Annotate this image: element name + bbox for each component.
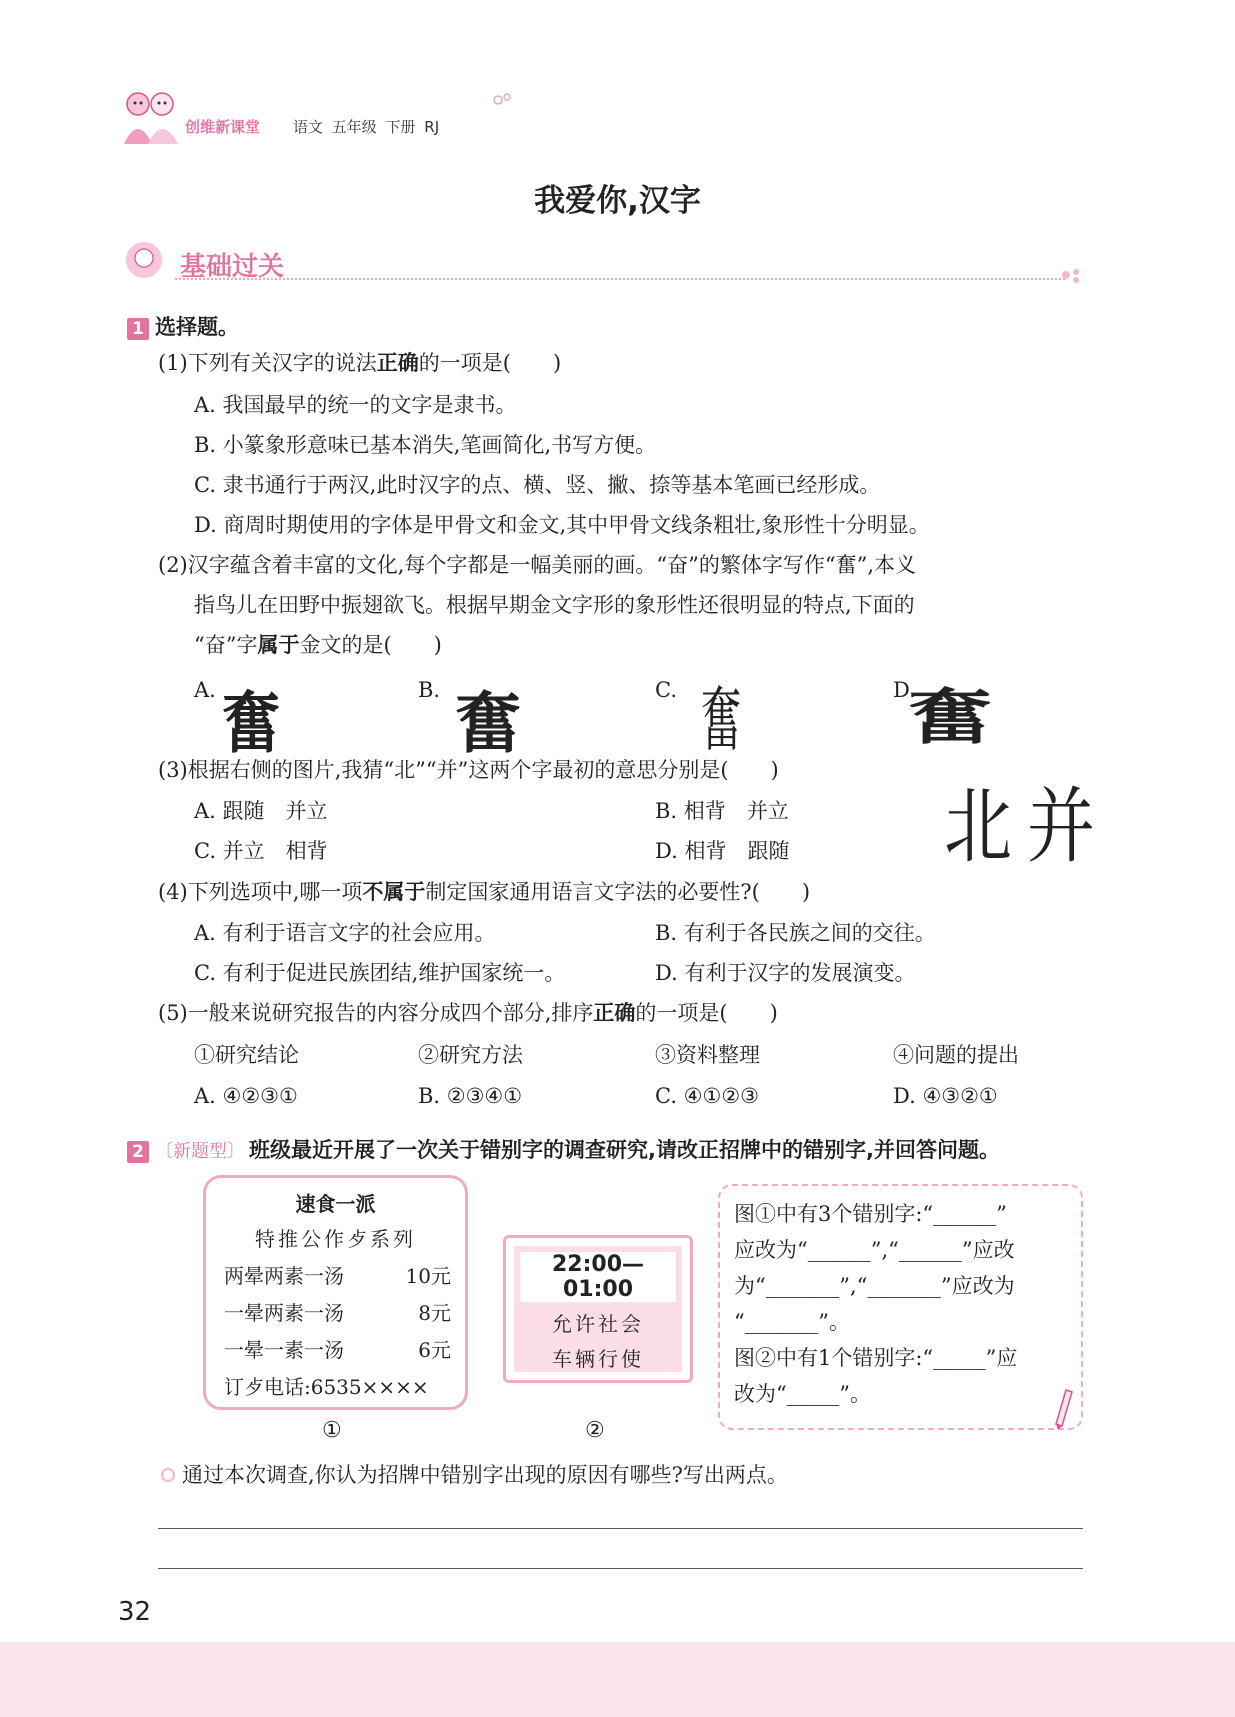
answer-note [718,1184,1083,1430]
note-line[interactable]: 应改为“______”,“______”应改 [734,1238,1015,1262]
footer-band [0,1642,1235,1717]
note-line[interactable]: 图①中有3个错别字:“______” [734,1202,1007,1226]
q1-sub2-choice-a-glyph[interactable]: 奮 [222,683,281,762]
pencil-icon [1048,1384,1074,1430]
ancient-bei-glyph: 北 [944,780,1013,876]
answer-line-2[interactable] [158,1568,1083,1569]
section-title: 基础过关 [180,252,285,282]
sign-2-line1: 允许社会 [552,1312,644,1336]
note-line[interactable]: 改为“_____”。 [734,1382,871,1406]
sign-1 [203,1175,468,1410]
q1-sub1-option-b[interactable]: B. 小篆象形意味已基本消失,笔画简化,书写方便。 [194,433,657,457]
q1-sub3-option-d[interactable]: D. 相背 跟随 [655,839,790,863]
q1-sub2-choice-c-glyph[interactable]: 奮 [700,679,742,761]
q1-sub1-stem: (1)下列有关汉字的说法正确的一项是( ) [158,351,562,375]
q1-number: 1 [127,318,149,340]
flower-decoration-icon [492,90,514,110]
q1-sub1-option-c[interactable]: C. 隶书通行于两汉,此时汉字的点、横、竖、撇、捺等基本笔画已经形成。 [194,473,881,497]
q1-sub2-choice-c-label[interactable]: C. [655,678,677,702]
note-line[interactable]: 为“_______”,“_______”应改为 [734,1274,1015,1298]
q2-tag: 〔新题型〕 [155,1141,245,1162]
sign-1-row: 一晕一素一汤 6元 [224,1338,451,1362]
q1-sub3-stem: (3)根据右侧的图片,我猜“北”“并”这两个字最初的意思分别是( ) [158,758,779,782]
q1-sub1-option-d[interactable]: D. 商周时期使用的字体是甲骨文和金文,其中甲骨文线条粗壮,象形性十分明显。 [194,513,930,537]
sign-1-row: 一晕两素一汤 8元 [224,1301,451,1325]
q1-sub2-choice-b-glyph[interactable]: 奮 [455,684,521,762]
sign-2-label: ② [585,1418,605,1443]
q1-sub5-part-4: ④问题的提出 [893,1043,1019,1067]
q1-sub3-option-b[interactable]: B. 相背 并立 [655,799,789,823]
sign-1-label: ① [322,1418,342,1443]
q1-sub4-option-c[interactable]: C. 有利于促进民族团结,维护国家统一。 [194,961,566,985]
page-title: 我爱你,汉字 [534,183,701,219]
q2-number: 2 [127,1141,149,1163]
course-info: 语文 五年级 下册 RJ [293,118,440,136]
q1-sub5-stem: (5)一般来说研究报告的内容分成四个部分,排序正确的一项是( ) [158,1001,778,1025]
brand-name: 创维新课堂 [185,118,261,136]
q1-sub2-choice-d-glyph[interactable]: 奮 [908,683,992,753]
q1-sub5-part-2: ②研究方法 [418,1043,523,1067]
sign-1-title: 速食一派 [295,1192,376,1216]
sign-1-row: 两晕两素一汤 10元 [224,1264,451,1288]
q1-sub4-option-b[interactable]: B. 有利于各民族之间的交往。 [655,921,936,945]
q1-sub5-part-1: ①研究结论 [194,1043,299,1067]
q1-title: 选择题。 [155,315,239,339]
section-dots-icon [1060,266,1086,284]
q1-header [127,311,239,341]
q1-sub5-option-c[interactable]: C. ④①②③ [655,1084,759,1108]
sign-2-line2: 车辆行使 [552,1347,644,1371]
q1-sub4-stem: (4)下列选项中,哪一项不属于制定国家通用语言文字法的必要性?( ) [158,880,811,904]
q1-sub1-option-a[interactable]: A. 我国最早的统一的文字是隶书。 [194,393,517,417]
q1-sub5-part-3: ③资料整理 [655,1043,760,1067]
q1-sub5-option-a[interactable]: A. ④②③① [194,1084,298,1108]
section-girl-icon [124,240,168,280]
q2-followup: 通过本次调查,你认为招牌中错别字出现的原因有哪些?写出两点。 [182,1463,788,1487]
flower-bullet-icon [158,1465,178,1485]
q2-header [127,1134,1000,1164]
kids-logo [118,86,188,148]
q1-sub2-choice-d-label[interactable]: D. [893,678,916,702]
q1-sub2-line1: (2)汉字蕴含着丰富的文化,每个字都是一幅美丽的画。“奋”的繁体字写作“奮”,本义 [158,553,917,577]
q1-sub2-choice-b-label[interactable]: B. [418,678,441,702]
q1-sub2-line3: “奋”字属于金文的是( ) [194,633,442,657]
note-line[interactable]: “_______”。 [734,1310,850,1334]
q1-sub5-option-d[interactable]: D. ④③②① [893,1084,998,1108]
q1-sub4-option-d[interactable]: D. 有利于汉字的发展演变。 [655,961,916,985]
q1-sub2-choice-a-label[interactable]: A. [194,678,216,702]
answer-line-1[interactable] [158,1528,1083,1529]
q2-title: 班级最近开展了一次关于错别字的调查研究,请改正招牌中的错别字,并回答问题。 [249,1138,1000,1162]
ancient-bing-glyph: 并 [1027,780,1096,876]
q1-sub3-option-c[interactable]: C. 并立 相背 [194,839,328,863]
sign-2 [503,1235,693,1383]
note-line[interactable]: 图②中有1个错别字:“_____”应 [734,1346,1018,1370]
q1-sub5-option-b[interactable]: B. ②③④① [418,1084,523,1108]
q1-sub2-line2: 指鸟儿在田野中振翅欲飞。根据早期金文字形的象形性还很明显的特点,下面的 [194,593,915,617]
page-number: 32 [118,1597,152,1627]
q1-sub4-option-a[interactable]: A. 有利于语言文字的社会应用。 [194,921,496,945]
q1-sub3-option-a[interactable]: A. 跟随 并立 [194,799,328,823]
sign-1-phone: 订歺电话:6535×××× [224,1375,429,1399]
sign-1-subtitle: 特推公作歺系列 [255,1227,416,1251]
sign-2-time: 22:00—01:00 [520,1252,676,1302]
section-divider [175,278,1065,280]
